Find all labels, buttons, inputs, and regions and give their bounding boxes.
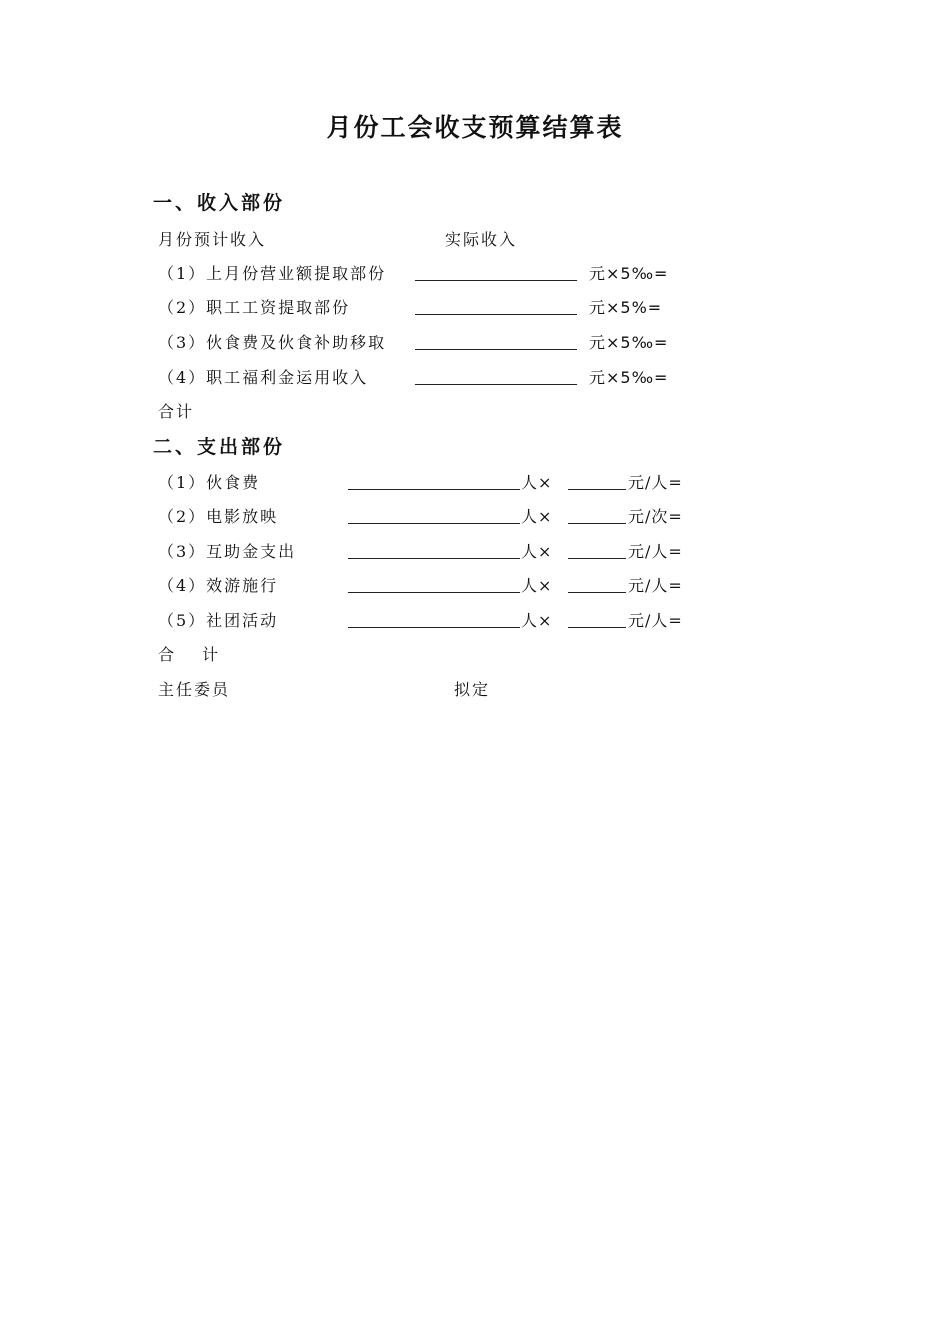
expense-heading: 二、支出部份 [153, 436, 286, 458]
income-amount-blank[interactable] [415, 280, 577, 281]
expense-item-label: （4）效游施行 [158, 576, 279, 595]
expense-rate-unit: 元/人= [628, 473, 683, 492]
expense-item-label: （2）电影放映 [158, 507, 279, 526]
expense-people-unit: 人× [521, 611, 553, 630]
expense-item-label: （5）社团活动 [158, 611, 279, 630]
expense-people-blank[interactable] [348, 489, 520, 490]
actual-income-label: 实际收入 [445, 230, 518, 249]
expense-people-unit: 人× [521, 576, 553, 595]
expense-people-blank[interactable] [348, 558, 520, 559]
income-amount-blank[interactable] [415, 349, 577, 350]
expense-people-unit: 人× [521, 473, 553, 492]
director-label: 主任委员 [158, 680, 231, 699]
income-heading: 一、收入部份 [153, 192, 286, 214]
drafted-label: 拟定 [454, 680, 491, 699]
income-formula: 元×5%= [589, 298, 663, 317]
expense-rate-blank[interactable] [568, 627, 626, 628]
income-total-label: 合计 [158, 402, 195, 421]
income-formula: 元×5‰= [589, 264, 669, 283]
expense-people-unit: 人× [521, 542, 553, 561]
income-amount-blank[interactable] [415, 384, 577, 385]
expense-people-blank[interactable] [348, 523, 520, 524]
page-title: 月份工会收支预算结算表 [326, 113, 624, 142]
expense-item-label: （1）伙食费 [158, 473, 261, 492]
income-item-label: （4）职工福利金运用收入 [158, 368, 369, 387]
expense-rate-unit: 元/人= [628, 611, 683, 630]
income-amount-blank[interactable] [415, 314, 577, 315]
income-item-label: （1）上月份营业额提取部份 [158, 264, 387, 283]
expense-people-blank[interactable] [348, 592, 520, 593]
expense-rate-blank[interactable] [568, 523, 626, 524]
expense-rate-blank[interactable] [568, 489, 626, 490]
expense-rate-blank[interactable] [568, 558, 626, 559]
income-item-label: （2）职工工资提取部份 [158, 298, 351, 317]
expense-people-blank[interactable] [348, 627, 520, 628]
expense-total-label: 合 计 [158, 645, 225, 664]
expense-people-unit: 人× [521, 507, 553, 526]
expense-item-label: （3）互助金支出 [158, 542, 297, 561]
income-item-label: （3）伙食费及伙食补助移取 [158, 333, 387, 352]
expense-rate-unit: 元/次= [628, 507, 683, 526]
expense-rate-unit: 元/人= [628, 576, 683, 595]
income-formula: 元×5‰= [589, 333, 669, 352]
expense-rate-blank[interactable] [568, 592, 626, 593]
planned-income-label: 月份预计收入 [158, 230, 267, 249]
income-formula: 元×5‰= [589, 368, 669, 387]
expense-rate-unit: 元/人= [628, 542, 683, 561]
